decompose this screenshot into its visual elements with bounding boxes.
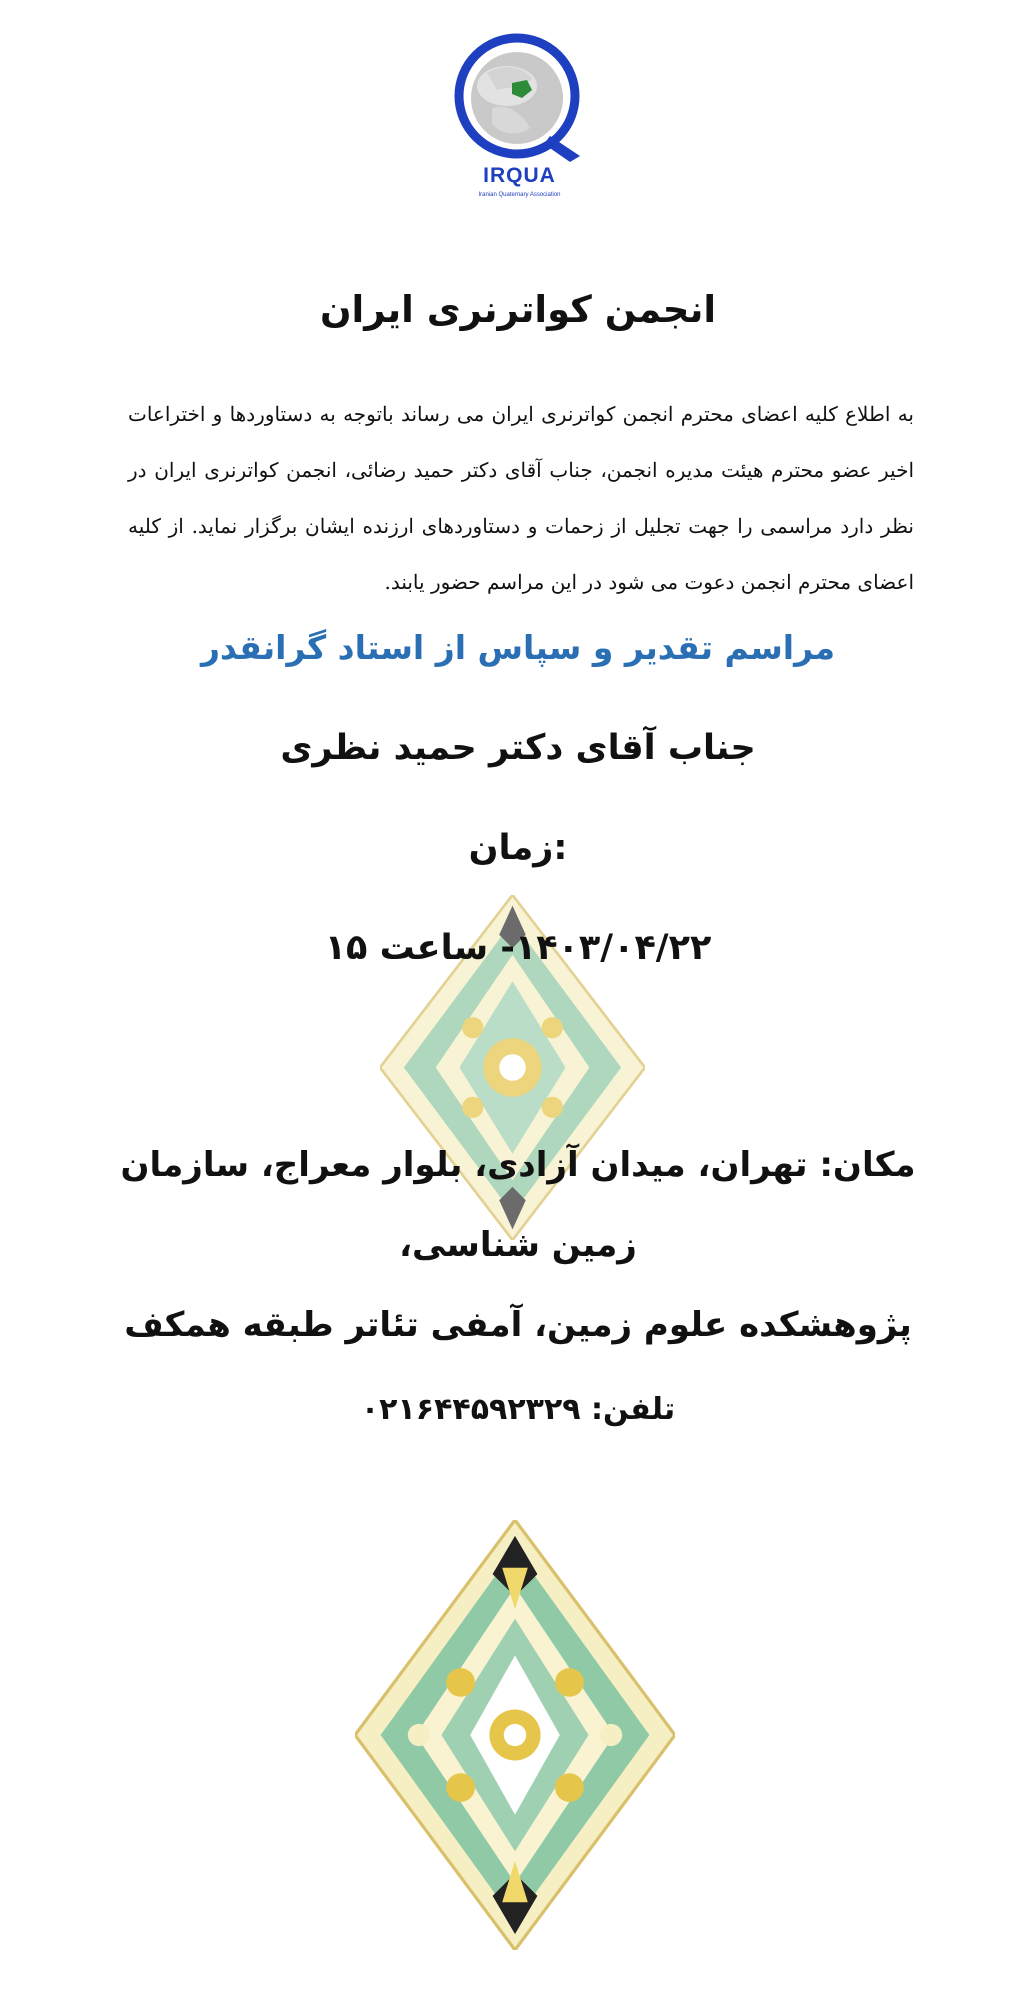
time-label: زمان: xyxy=(468,828,568,868)
location-line-1: مکان: تهران، میدان آزادی، بلوار معراج، سازمان زمین شناسی، xyxy=(120,1145,916,1265)
announcement-paragraph: به اطلاع کلیه اعضای محترم انجمن کواترنری ایران می رساند باتوجه به دستاوردها و اختراعات اخیر عضو محترم هیئت مدیره انجمن، جناب آقای دکتر حمید رضائی، انجمن کواترنری ایران در نظر دارد مراسمی را جهت تجلیل از زحمات و دستاوردهای ارزنده ایشان برگزار نماید. از کلیه اعضای محترم انجمن دعوت می شود در این مراسم حضور یابند. xyxy=(128,402,915,594)
ceremony-title: مراسم تقدیر و سپاس از استاد گرانقدر xyxy=(200,628,836,667)
irqua-logo xyxy=(452,28,587,203)
location-line-2: پژوهشکده علوم زمین، آمفی تئاتر طبقه همکف xyxy=(124,1305,912,1345)
page-title: انجمن کواترنری ایران xyxy=(319,288,717,331)
time-value: ۱۴۰۳/۰۴/۲۲- ساعت ۱۵ xyxy=(324,928,712,968)
islamic-tile-ornament-icon xyxy=(355,1520,675,1950)
honoree-name: جناب آقای دکتر حمید نظری xyxy=(280,728,756,768)
phone-number: تلفن: ۰۲۱۶۴۴۵۹۲۳۲۹ xyxy=(360,1392,676,1427)
logo-subtitle: Iranian Quaternary Association xyxy=(478,192,561,198)
logo-name: IRQUA xyxy=(483,164,556,187)
globe-q-icon xyxy=(452,28,587,163)
location-text xyxy=(100,1125,936,1365)
